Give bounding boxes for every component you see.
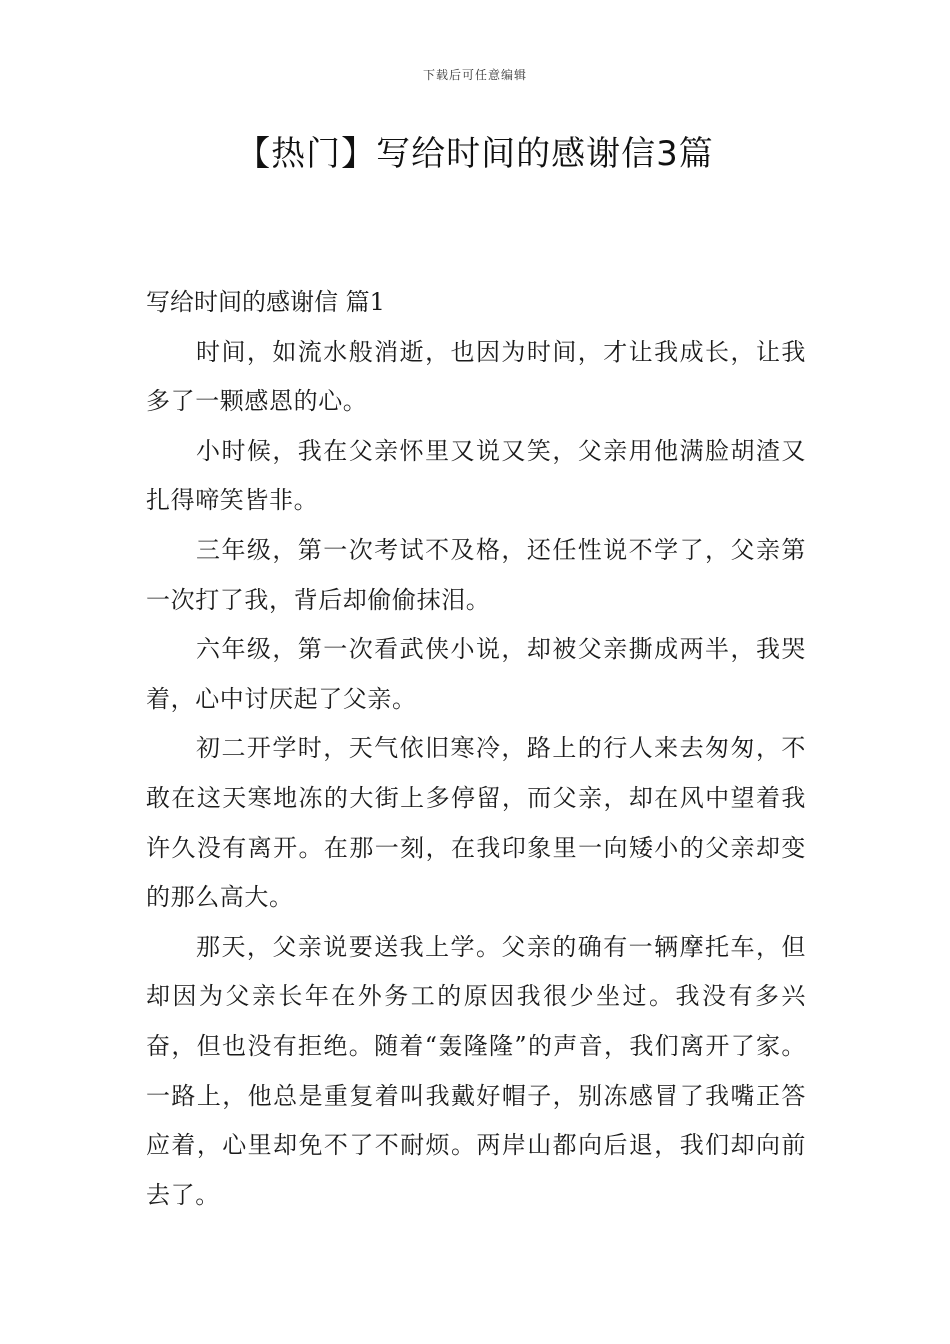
- paragraph: 小时候，我在父亲怀里又说又笑，父亲用他满脸胡渣又扎得啼笑皆非。: [146, 436, 806, 515]
- document-body: [146, 278, 806, 1220]
- header-note: 下载后可任意编辑: [422, 68, 527, 82]
- section-heading: 写给时间的感谢信 篇1: [146, 288, 385, 316]
- document-title: 【热门】写给时间的感谢信3篇: [236, 134, 714, 174]
- paragraph: 那天，父亲说要送我上学。父亲的确有一辆摩托车，但却因为父亲长年在外务工的原因我很少坐过。我没有多兴奋，但也没有拒绝。随着“轰隆隆”的声音，我们离开了家。一路上，他总是重复着叫我戴好帽子，别冻感冒了我嘴正答应着，心里却免不了不耐烦。两岸山都向后退，我们却向前去了。: [146, 932, 806, 1209]
- paragraph: 三年级，第一次考试不及格，还任性说不学了，父亲第一次打了我，背后却偷偷抹泪。: [146, 535, 806, 614]
- paragraph: 六年级，第一次看武侠小说，却被父亲撕成两半，我哭着，心中讨厌起了父亲。: [146, 635, 806, 713]
- paragraph: 初二开学时，天气依旧寒冷，路上的行人来去匆匆，不敢在这天寒地冻的大街上多停留，而父亲，却在风中望着我许久没有离开。在那一刻，在我印象里一向矮小的父亲却变的那么高大。: [146, 734, 806, 912]
- paragraph: 时间，如流水般消逝，也因为时间，才让我成长，让我多了一颗感恩的心。: [146, 337, 806, 416]
